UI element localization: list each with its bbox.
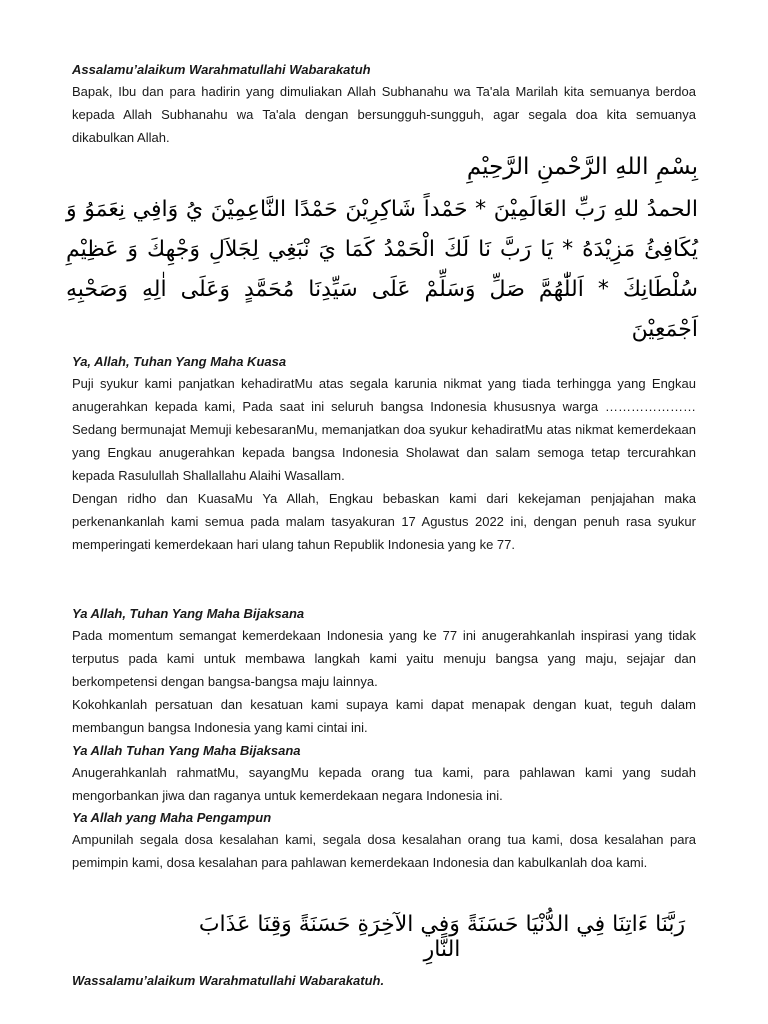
- section-3: [72, 741, 696, 807]
- arabic-opening-prayer: الحمدُ للهِ رَبِّ العَالَمِيْنَ * حَمْداً شَاكِرِيْنَ حَمْدًا النَّاعِمِيْنَ يُ وَافِي نِعَمَوُ وَ يُكَافِئُ مَزِيْدَهُ * يَا رَبَّ نَا لَكَ الْحَمْدُ كَمَا يَ نْبَغِي لِجَلاَلِ وَجْهِكَ وَ عَظِيْمِ سُلْطَانِكَ * اَللّٰهُمَّ صَلِّ وَسَلِّمْ عَلَى سَيِّدِنَا مُحَمَّدٍ وَعَلَى اٰلِهِ وَصَحْبِهِ اَجْمَعِيْنَ: [66, 197, 698, 342]
- section-heading: Ya Allah Tuhan Yang Maha Bijaksana: [72, 743, 301, 758]
- intro-paragraph: Bapak, Ibu dan para hadirin yang dimuliakan Allah Subhanahu wa Ta'ala Marilah kita semuanya berdoa kepada Allah Subhanahu wa Ta'ala dengan bersungguh-sungguh, agar segala doa kita semuanya dikabulkan Allah.: [72, 84, 696, 145]
- section-paragraph: Anugerahkanlah rahmatMu, sayangMu kepada orang tua kami, para pahlawan kami yang sudah mengorbankan jiwa dan raganya untuk kemerdekaan negara Indonesia ini.: [72, 765, 696, 803]
- closing-greeting: Wassalamu’alaikum Warahmatullahi Wabarakatuh.: [72, 973, 385, 988]
- intro-block: [72, 60, 696, 149]
- section-paragraph: Dengan ridho dan KuasaMu Ya Allah, Engkau bebaskan kami dari kekejaman penjajahan maka perkenankanlah kami semua pada malam tasyakuran 17 Agustus 2022 ini, dengan penuh rasa syukur memperingati kemerdekaan hari ulang tahun Republik Indonesia yang ke 77.: [72, 491, 696, 552]
- section-heading: Ya, Allah, Tuhan Yang Maha Kuasa: [72, 354, 287, 369]
- section-paragraph: Pada momentum semangat kemerdekaan Indonesia yang ke 77 ini anugerahkanlah inspirasi yang tidak terputus pada kami untuk membawa langkah kami yaitu menuju bangsa yang maju, sejajar dan berkompetensi dengan bangsa-bangsa maju lainnya.: [72, 628, 696, 689]
- arabic-closing-prayer: رَبَّنَا ءَاتِنَا فِي الدُّنْيَا حَسَنَةً وَفِي الآخِرَةِ حَسَنَةً وَقِنَا عَذَابَ النَّارِ: [198, 912, 686, 962]
- section-heading: Ya Allah, Tuhan Yang Maha Bijaksana: [72, 606, 305, 621]
- arabic-basmala: بِسْمِ اللهِ الرَّحْمنِ الرَّحِيْمِ: [466, 154, 698, 180]
- section-1: [72, 352, 696, 556]
- section-2: [72, 604, 696, 739]
- section-paragraph: Ampunilah segala dosa kesalahan kami, segala dosa kesalahan orang tua kami, dosa kesalahan para pemimpin kami, dosa kesalahan para pahlawan kemerdekaan Indonesia dan kabulkanlah doa kami.: [72, 832, 696, 870]
- section-heading: Ya Allah yang Maha Pengampun: [72, 810, 272, 825]
- section-4: [72, 808, 696, 874]
- section-paragraph: Puji syukur kami panjatkan kehadiratMu atas segala karunia nikmat yang tiada terhingga yang Engkau anugerahkan kepada kami, Pada saat ini seluruh bangsa Indonesia khususnya warga ………………… Sedang bermunajat Memuji kebesaranMu, memanjatkan doa syukur kehadiratMu atas nikmat kemerdekaan yang Engkau anugerahkan kepada bangsa Indonesia Sholawat dan salam semoga tetap tercurahkan kepada Rasulullah Shallallahu Alaihi Wasallam.: [72, 376, 696, 483]
- greeting-title: Assalamu’alaikum Warahmatullahi Wabarakatuh: [72, 62, 371, 77]
- closing-block: [72, 960, 696, 1001]
- section-paragraph: Kokohkanlah persatuan dan kesatuan kami supaya kami dapat menapak dengan kuat, teguh dalam membangun bangsa Indonesia yang kami cintai ini.: [72, 697, 696, 735]
